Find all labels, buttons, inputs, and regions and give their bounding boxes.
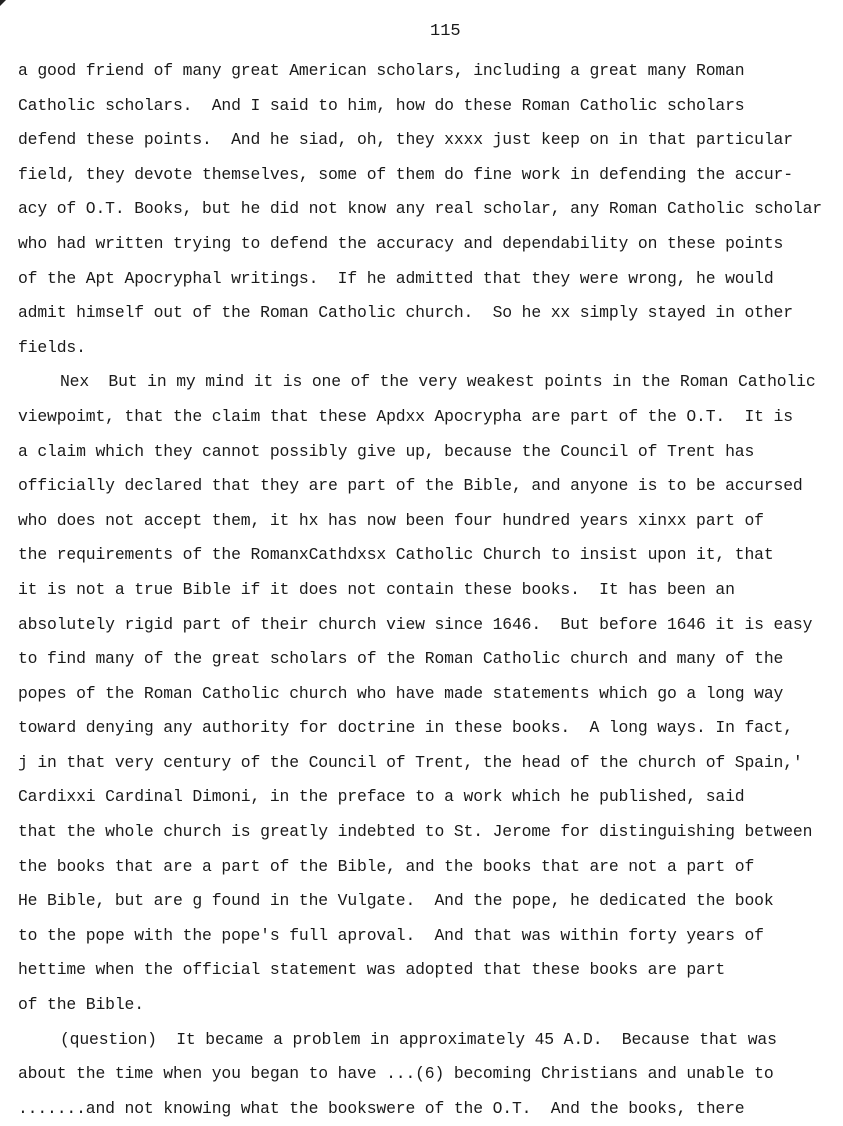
text-line: Catholic scholars. And I said to him, how do these Roman Catholic scholars bbox=[18, 95, 745, 115]
page-number: 115 bbox=[430, 22, 461, 41]
text-line: to the pope with the pope's full aproval. And that was within forty years of bbox=[18, 925, 764, 945]
text-line: of the Apt Apocryphal writings. If he admitted that they were wrong, he would bbox=[18, 268, 774, 288]
text-line: of the Bible. bbox=[18, 995, 144, 1015]
corner-mark bbox=[0, 0, 6, 6]
text-line: acy of O.T. Books, but he did not know any real scholar, any Roman Catholic scholar bbox=[18, 199, 822, 219]
text-line: who does not accept them, it hx has now been four hundred years xinxx part of bbox=[18, 510, 764, 530]
text-line: about the time when you began to have ...(6) becoming Christians and unable to bbox=[18, 1064, 774, 1084]
text-line: a good friend of many great American scholars, including a great many Roman bbox=[18, 61, 745, 80]
text-line: .......and not knowing what the bookswere of the O.T. And the books, there bbox=[18, 1098, 745, 1118]
text-line: the requirements of the RomanxCathdxsx Catholic Church to insist upon it, that bbox=[18, 545, 774, 565]
text-line: that the whole church is greatly indebted to St. Jerome for distinguishing between bbox=[18, 822, 813, 842]
text-line: He Bible, but are g found in the Vulgate. And the pope, he dedicated the book bbox=[18, 891, 774, 911]
text-line: j in that very century of the Council of Trent, the head of the church of Spain,' bbox=[18, 752, 803, 772]
text-line: the books that are a part of the Bible, and the books that are not a part of bbox=[18, 856, 755, 876]
text-line: a claim which they cannot possibly give up, because the Council of Trent has bbox=[18, 441, 755, 461]
text-line: toward denying any authority for doctrine in these books. A long ways. In fact, bbox=[18, 718, 793, 738]
text-line: field, they devote themselves, some of them do fine work in defending the accur- bbox=[18, 164, 793, 184]
text-line: Cardixxi Cardinal Dimoni, in the preface to a work which he published, said bbox=[18, 787, 745, 807]
text-line: hettime when the official statement was adopted that these books are part bbox=[18, 960, 726, 980]
text-line: fields. bbox=[18, 337, 86, 357]
text-line: officially declared that they are part of the Bible, and anyone is to be accursed bbox=[18, 476, 803, 496]
text-line: admit himself out of the Roman Catholic church. So he xx simply stayed in other bbox=[18, 303, 793, 323]
text-line: to find many of the great scholars of the Roman Catholic church and many of the bbox=[18, 649, 784, 669]
text-line: defend these points. And he siad, oh, they xxxx just keep on in that particular bbox=[18, 130, 793, 150]
text-line: who had written trying to defend the accuracy and dependability on these points bbox=[18, 233, 784, 253]
text-line: Nex But in my mind it is one of the very weakest points in the Roman Catholic bbox=[60, 372, 816, 392]
text-line: viewpoimt, that the claim that these Apdxx Apocrypha are part of the O.T. It is bbox=[18, 406, 793, 426]
document-body bbox=[18, 54, 838, 1126]
text-line: popes of the Roman Catholic church who have made statements which go a long way bbox=[18, 683, 784, 703]
text-line: it is not a true Bible if it does not contain these books. It has been an bbox=[18, 579, 735, 599]
text-line: (question) It became a problem in approximately 45 A.D. Because that was bbox=[60, 1029, 777, 1049]
text-line: absolutely rigid part of their church view since 1646. But before 1646 it is easy bbox=[18, 614, 813, 634]
